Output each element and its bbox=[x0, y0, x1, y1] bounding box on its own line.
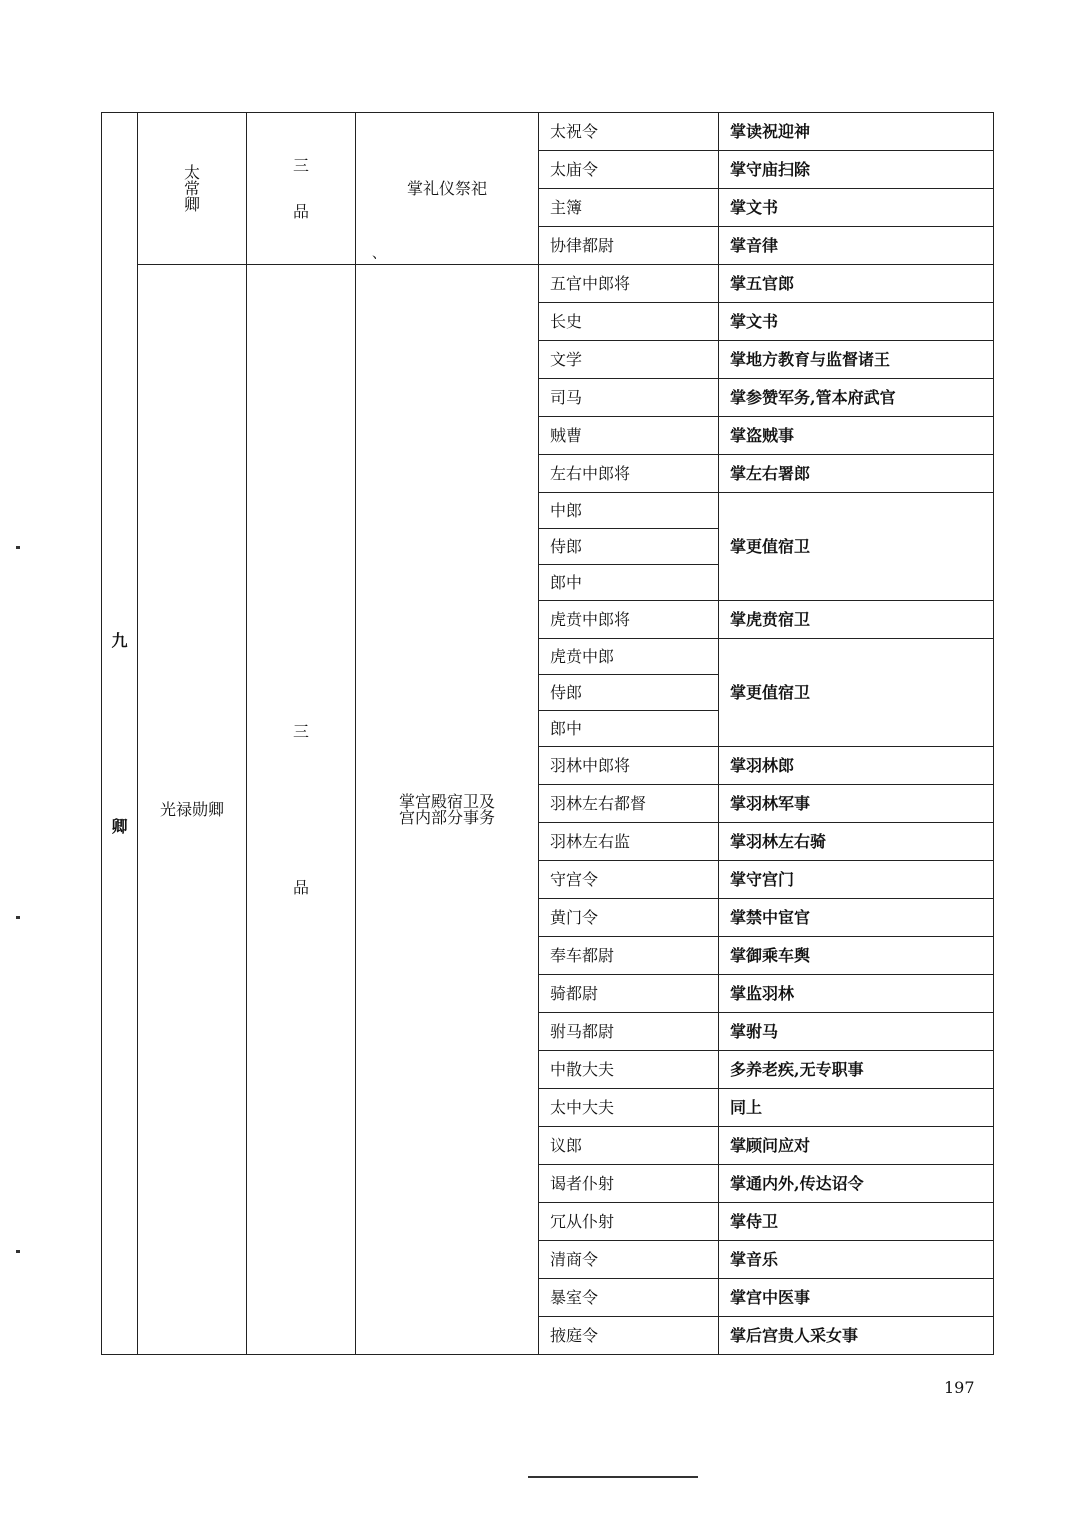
duty-cell: 掌文书 bbox=[719, 303, 994, 341]
duty-cell: 掌禁中宦官 bbox=[719, 899, 994, 937]
duty-cell: 掌左右署郎 bbox=[719, 455, 994, 493]
margin-speck bbox=[16, 546, 20, 549]
office-cell: 暴室令 bbox=[539, 1279, 719, 1317]
officials-table bbox=[101, 112, 994, 1355]
duty-cell: 掌宫中医事 bbox=[719, 1279, 994, 1317]
duty-cell: 同上 bbox=[719, 1089, 994, 1127]
rank-cell bbox=[247, 265, 356, 1355]
department-duty-cell bbox=[356, 113, 539, 265]
office-cell: 黄门令 bbox=[539, 899, 719, 937]
office-cell: 侍郎 bbox=[539, 529, 719, 565]
duty-cell: 掌盗贼事 bbox=[719, 417, 994, 455]
duty-cell: 掌羽林军事 bbox=[719, 785, 994, 823]
department-name-char: 卿 bbox=[183, 194, 200, 214]
department-name-cell: 光禄勋卿 bbox=[138, 265, 247, 1355]
duty-cell: 掌更值宿卫 bbox=[719, 639, 994, 747]
duty-cell: 掌御乘车舆 bbox=[719, 937, 994, 975]
duty-cell: 掌地方教育与监督诸王 bbox=[719, 341, 994, 379]
footer-rule bbox=[528, 1476, 698, 1478]
office-cell: 虎贲中郎将 bbox=[539, 601, 719, 639]
department-name-char: 常 bbox=[183, 178, 200, 198]
duty-cell: 掌顾问应对 bbox=[719, 1127, 994, 1165]
duty-cell: 掌驸马 bbox=[719, 1013, 994, 1051]
duty-cell: 多养老疾,无专职事 bbox=[719, 1051, 994, 1089]
duty-cell: 掌文书 bbox=[719, 189, 994, 227]
office-cell: 骑都尉 bbox=[539, 975, 719, 1013]
office-cell: 奉车都尉 bbox=[539, 937, 719, 975]
duty-cell: 掌读祝迎神 bbox=[719, 113, 994, 151]
office-cell: 主簿 bbox=[539, 189, 719, 227]
group-label-char: 卿 bbox=[111, 816, 128, 836]
rank-char: 三 bbox=[292, 721, 309, 741]
duty-cell: 掌侍卫 bbox=[719, 1203, 994, 1241]
duty-cell: 掌后宫贵人采女事 bbox=[719, 1317, 994, 1355]
stray-mark: 、 bbox=[372, 246, 386, 262]
duty-cell: 掌羽林左右骑 bbox=[719, 823, 994, 861]
duty-cell: 掌监羽林 bbox=[719, 975, 994, 1013]
duty-cell: 掌羽林郎 bbox=[719, 747, 994, 785]
office-cell: 中散大夫 bbox=[539, 1051, 719, 1089]
department-duty-line: 宫内部分事务 bbox=[398, 807, 495, 827]
office-cell: 冗从仆射 bbox=[539, 1203, 719, 1241]
office-cell: 中郎 bbox=[539, 493, 719, 529]
group-label-char: 九 bbox=[111, 630, 128, 650]
rank-char: 三 bbox=[292, 155, 309, 175]
office-cell: 羽林左右都督 bbox=[539, 785, 719, 823]
margin-speck bbox=[16, 916, 20, 919]
page-number: 197 bbox=[944, 1378, 975, 1397]
duty-cell: 掌通内外,传达诏令 bbox=[719, 1165, 994, 1203]
office-cell: 掖庭令 bbox=[539, 1317, 719, 1355]
duty-cell: 掌虎贲宿卫 bbox=[719, 601, 994, 639]
office-cell: 郎中 bbox=[539, 565, 719, 601]
office-cell: 文学 bbox=[539, 341, 719, 379]
department-name-char: 太 bbox=[183, 162, 200, 182]
office-cell: 虎贲中郎 bbox=[539, 639, 719, 675]
office-cell: 太祝令 bbox=[539, 113, 719, 151]
office-cell: 羽林左右监 bbox=[539, 823, 719, 861]
office-cell: 司马 bbox=[539, 379, 719, 417]
rank-char: 品 bbox=[292, 201, 309, 221]
duty-cell: 掌更值宿卫 bbox=[719, 493, 994, 601]
duty-cell: 掌音乐 bbox=[719, 1241, 994, 1279]
office-cell: 太中大夫 bbox=[539, 1089, 719, 1127]
table-row bbox=[102, 265, 994, 303]
office-cell: 谒者仆射 bbox=[539, 1165, 719, 1203]
department-duty-cell bbox=[356, 265, 539, 1355]
table-row bbox=[102, 113, 994, 151]
office-cell: 议郎 bbox=[539, 1127, 719, 1165]
duty-cell: 掌五官郎 bbox=[719, 265, 994, 303]
rank-char: 品 bbox=[292, 877, 309, 897]
office-cell: 郎中 bbox=[539, 711, 719, 747]
office-cell: 太庙令 bbox=[539, 151, 719, 189]
office-cell: 长史 bbox=[539, 303, 719, 341]
office-cell: 协律都尉 bbox=[539, 227, 719, 265]
department-duty-line: 掌礼仪祭祀 bbox=[406, 178, 487, 198]
duty-cell: 掌音律 bbox=[719, 227, 994, 265]
office-cell: 清商令 bbox=[539, 1241, 719, 1279]
office-cell: 贼曹 bbox=[539, 417, 719, 455]
margin-speck bbox=[16, 1250, 20, 1253]
duty-cell: 掌守宫门 bbox=[719, 861, 994, 899]
rank-cell bbox=[247, 113, 356, 265]
office-cell: 左右中郎将 bbox=[539, 455, 719, 493]
department-name-cell bbox=[138, 113, 247, 265]
duty-cell: 掌参赞军务,管本府武官 bbox=[719, 379, 994, 417]
office-cell: 侍郎 bbox=[539, 675, 719, 711]
office-cell: 羽林中郎将 bbox=[539, 747, 719, 785]
office-cell: 守宫令 bbox=[539, 861, 719, 899]
duty-cell: 掌守庙扫除 bbox=[719, 151, 994, 189]
group-label-cell bbox=[102, 113, 138, 1355]
office-cell: 驸马都尉 bbox=[539, 1013, 719, 1051]
office-cell: 五官中郎将 bbox=[539, 265, 719, 303]
department-duty-line: 掌宫殿宿卫及 bbox=[398, 791, 495, 811]
